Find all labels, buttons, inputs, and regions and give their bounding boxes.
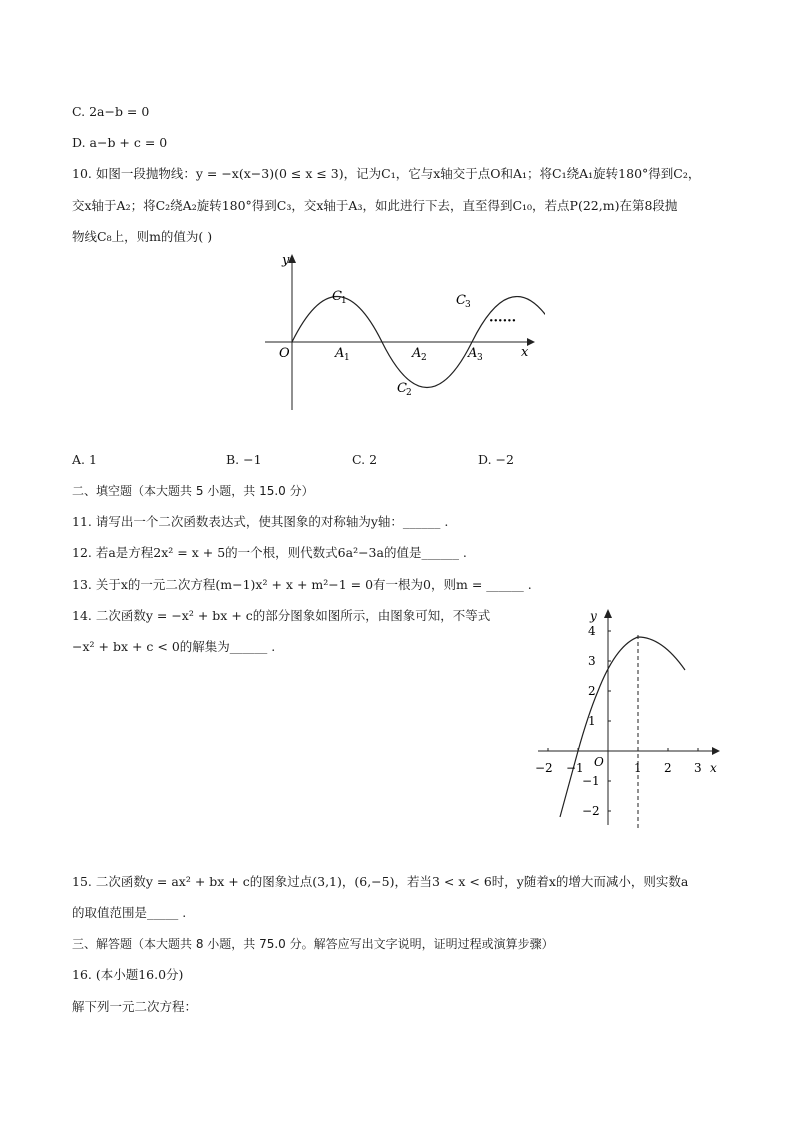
q14-line2: −x² + bx + c < 0的解集为______ .	[72, 639, 276, 654]
option-d: D. a−b + c = 0	[72, 135, 168, 150]
section2-heading: 二、填空题（本大题共 5 小题，共 15.0 分）	[72, 484, 314, 498]
q10-curve-c2	[382, 342, 472, 388]
q15-line2: 的取值范围是_____ .	[72, 905, 187, 920]
q14-line1: 14. 二次函数y = −x² + bx + c的部分图象如图所示，由图象可知，不等式	[72, 608, 491, 623]
q10-figure	[255, 250, 545, 415]
q14-xtick-3: 3	[694, 761, 702, 775]
q10-choice-a: A. 1	[72, 452, 97, 467]
q10-label-a2-sub: 2	[421, 353, 427, 363]
q14-ytick-4: 4	[588, 624, 596, 638]
option-c: C. 2a−b = 0	[72, 104, 150, 119]
q10-dots: ······	[489, 314, 517, 329]
q10-label-a1-sub: 1	[344, 353, 350, 363]
q16-title: 16. (本小题16.0分)	[72, 967, 184, 982]
q10-label-c1-sub: 1	[341, 296, 347, 306]
q10-label-x: x	[521, 345, 529, 360]
q14-ytick-neg2: −2	[582, 804, 600, 818]
q14-ytick-3: 3	[588, 654, 596, 668]
q10-label-c2-sub: 2	[406, 388, 412, 398]
q10-label-c3: C	[456, 293, 466, 308]
q10-line3: 物线C₈上，则m的值为( )	[72, 229, 213, 244]
q14-xtick-neg2: −2	[535, 761, 553, 775]
q14-ytick-1: 1	[588, 714, 596, 728]
q14-label-x: x	[710, 761, 717, 775]
q12: 12. 若a是方程2x² = x + 5的一个根，则代数式6a²−3a的值是______ .	[72, 545, 467, 560]
q14-label-origin: O	[594, 755, 604, 769]
q10-choice-c: C. 2	[352, 452, 378, 467]
q15-line1: 15. 二次函数y = ax² + bx + c的图象过点(3,1)，(6,−5)，若当3 < x < 6时，y随着x的增大而减小，则实数a	[72, 874, 689, 889]
q14-parabola	[560, 637, 685, 817]
q10-choice-d: D. −2	[478, 452, 514, 467]
q10-label-origin: O	[279, 346, 290, 361]
q10-label-a2: A	[412, 346, 422, 361]
q10-choice-b: B. −1	[226, 452, 262, 467]
q14-figure	[530, 605, 730, 830]
q14-ytick-2: 2	[588, 684, 596, 698]
q14-label-y: y	[590, 609, 597, 623]
q10-label-c1: C	[332, 289, 342, 304]
q14-y-arrow	[604, 609, 612, 618]
q10-label-a1: A	[335, 346, 345, 361]
q10-label-a3: A	[468, 346, 478, 361]
q10-label-c2: C	[397, 381, 407, 396]
q14-xtick-2: 2	[664, 761, 672, 775]
q11: 11. 请写出一个二次函数表达式，使其图象的对称轴为y轴：______ .	[72, 514, 449, 529]
q14-xtick-1: 1	[634, 761, 642, 775]
q14-x-arrow	[712, 747, 720, 755]
q10-label-c3-sub: 3	[465, 300, 471, 310]
q16-text: 解下列一元二次方程：	[72, 999, 198, 1014]
q10-line1: 10. 如图一段抛物线：y = −x(x−3)(0 ≤ x ≤ 3)，记为C₁，它与x轴交于点O和A₁；将C₁绕A₁旋转180°得到C₂，	[72, 166, 701, 181]
q10-label-y: y	[282, 253, 290, 268]
q13: 13. 关于x的一元二次方程(m−1)x² + x + m²−1 = 0有一根为0，则m = ______ .	[72, 577, 532, 592]
q14-xtick-neg1: −1	[566, 761, 584, 775]
q10-label-a3-sub: 3	[477, 353, 483, 363]
q10-line2: 交x轴于A₂；将C₂绕A₂旋转180°得到C₃，交x轴于A₃，如此进行下去，直至得到C₁₀，若点P(22,m)在第8段抛	[72, 198, 678, 213]
section3-heading: 三、解答题（本大题共 8 小题，共 75.0 分。解答应写出文字说明，证明过程或演算步骤）	[72, 937, 554, 951]
q14-ytick-neg1: −1	[582, 774, 600, 788]
